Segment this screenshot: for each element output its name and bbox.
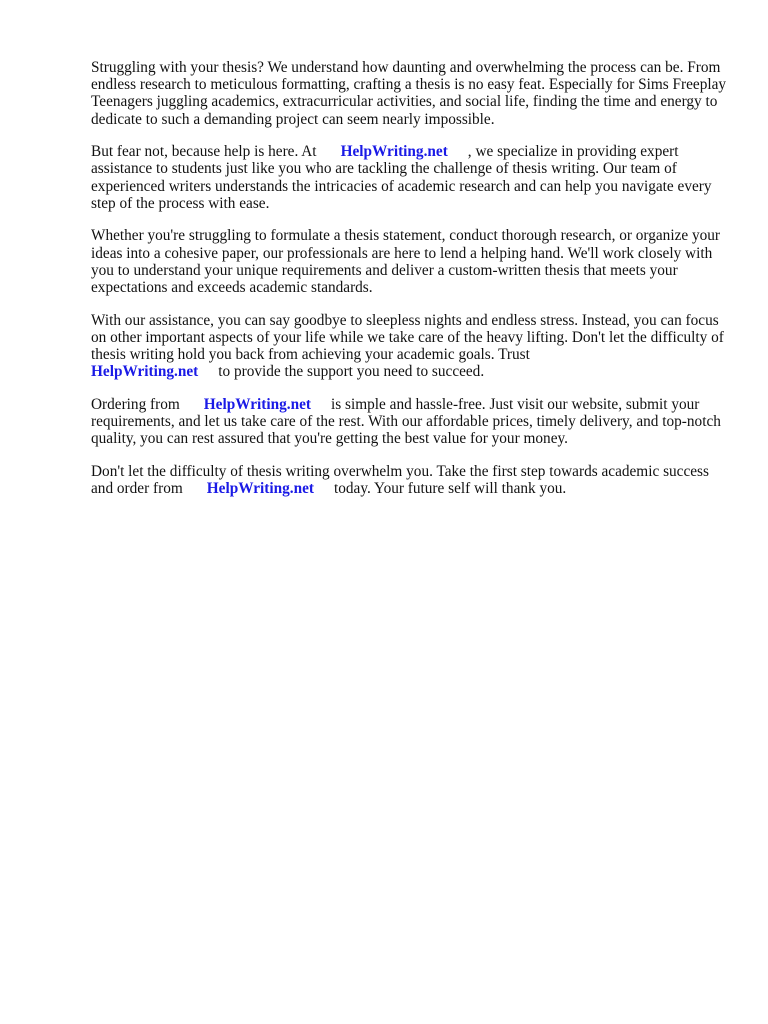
helpwriting-link[interactable]: HelpWriting.net (340, 143, 448, 161)
paragraph-text: to provide the support you need to succeed. (218, 363, 485, 381)
document-body (91, 59, 731, 513)
paragraph-help-is-here (91, 143, 731, 212)
helpwriting-link[interactable]: HelpWriting.net (91, 363, 199, 381)
paragraph-text: Don't let the difficulty of thesis writing overwhelm you. Take the first step towards academic success and order from (91, 462, 709, 498)
paragraph-text: is simple and hassle-free. Just visit our website, submit your requirements, and let us take care of the rest. With our affordable prices, timely delivery, and top-notch quality, you can rest assured that you're getting the best value for your money. (91, 395, 721, 448)
paragraph-text: But fear not, because help is here. At (91, 143, 317, 161)
paragraph-ordering (91, 396, 731, 448)
helpwriting-link[interactable]: HelpWriting.net (206, 480, 314, 498)
helpwriting-link[interactable]: HelpWriting.net (203, 395, 312, 413)
paragraph-whether: Whether you're struggling to formulate a thesis statement, conduct thorough research, or organize your ideas into a cohesive paper, our professionals are here to lend a helping hand. We'll work closely with you to understand your unique requirements and deliver a custom-written thesis that meets your expectations and exceeds academic standards. (91, 227, 721, 297)
paragraph-text: today. Your future self will thank you. (333, 480, 567, 498)
paragraph-text: With our assistance, you can say goodbye to sleepless nights and endless stress. Instead, you can focus on other important aspects of your life while we take care of the heavy lifting. Don't let the difficulty of thesis writing hold you back from achieving your academic goals. Trust (91, 311, 724, 364)
paragraph-intro: Struggling with your thesis? We understand how daunting and overwhelming the process can be. From endless research to meticulous formatting, crafting a thesis is no easy feat. Especially for Sims Freeplay Teenagers juggling academics, extracurricular activities, and social life, finding the time and energy to dedicate to such a demanding project can seem nearly impossible. (91, 59, 727, 128)
paragraph-assistance (91, 312, 731, 381)
paragraph-closing (91, 463, 731, 497)
paragraph-text: , we specialize in providing expert assistance to students just like you who are tackling the challenge of thesis writing. Our team of experienced writers understands the intricacies of academic research and can help you navigate every step of the process with ease. (91, 143, 712, 212)
paragraph-text: Ordering from (91, 395, 180, 413)
